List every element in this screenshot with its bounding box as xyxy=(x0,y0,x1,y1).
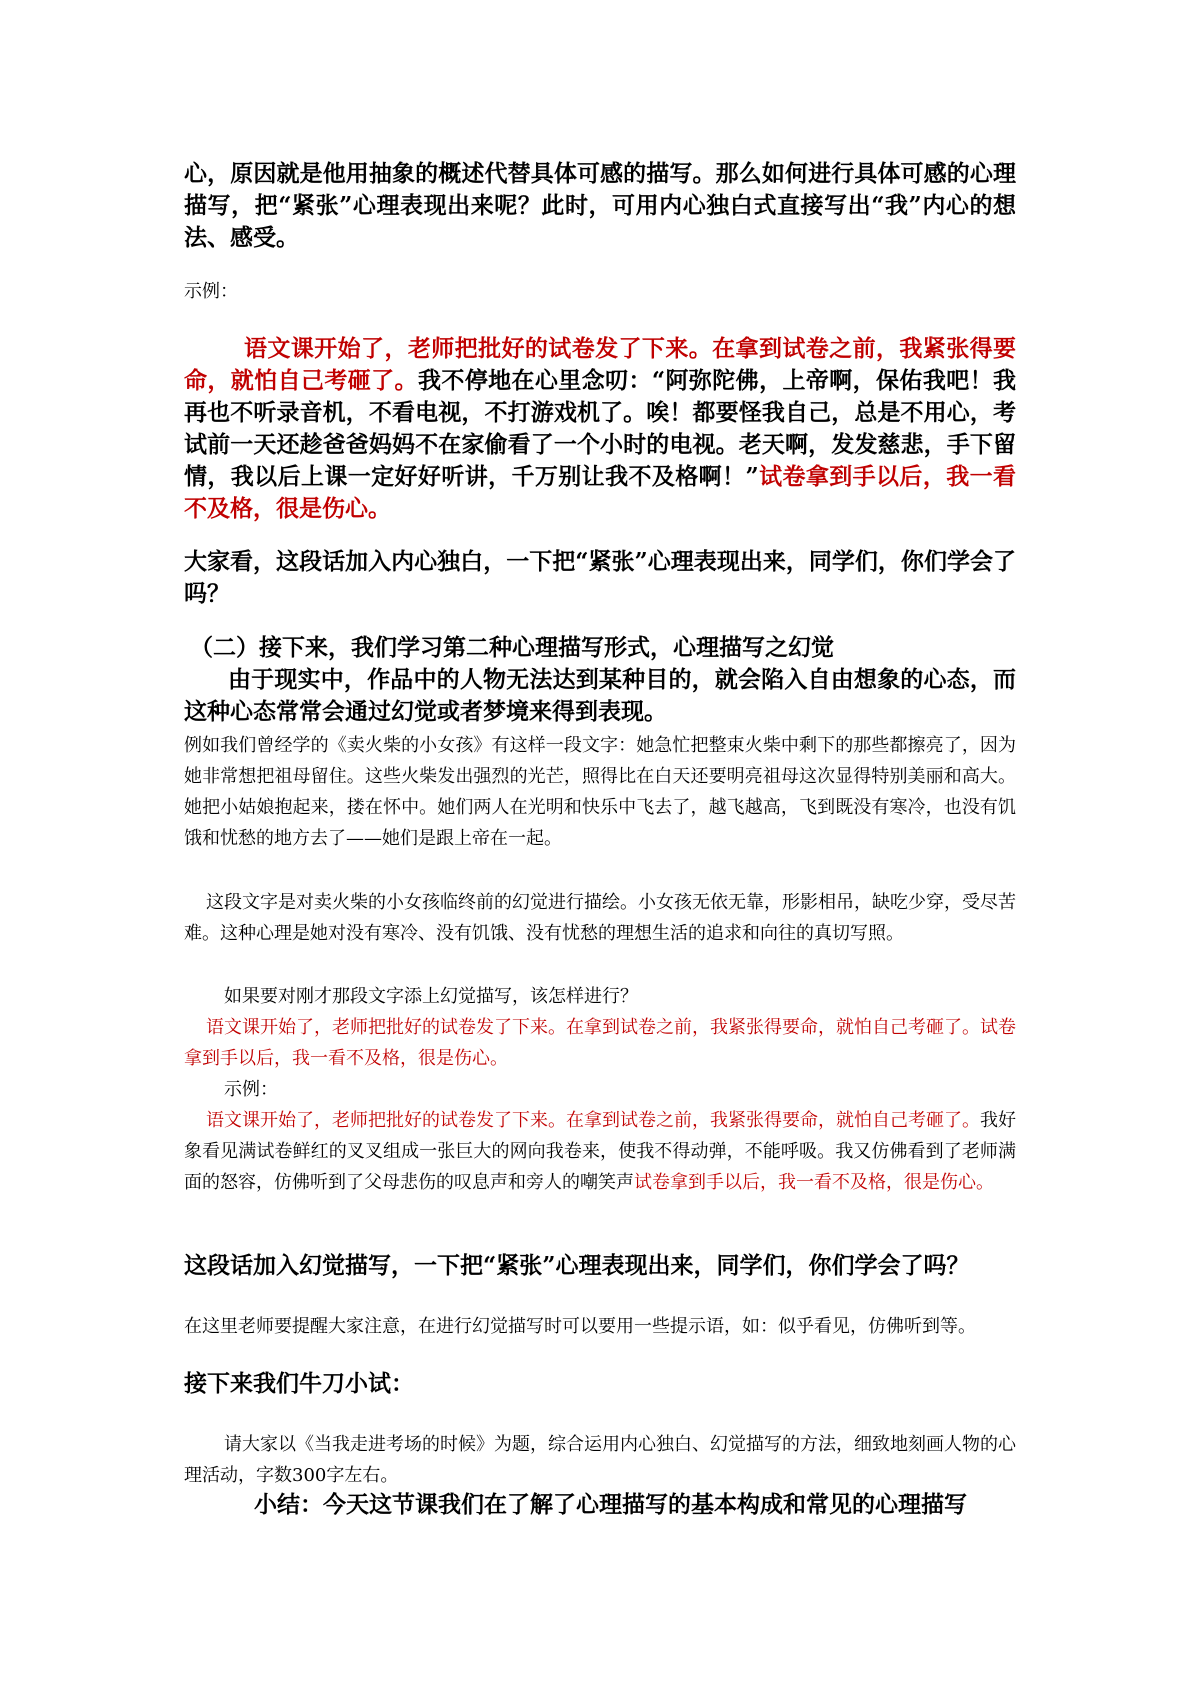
exercise-heading: 接下来我们牛刀小试： xyxy=(184,1370,414,1397)
example-monologue-text: 我不停地在心里念叨：“阿弥陀佛，上帝啊，保佑我吧！我再也不听录音机，不看电视，不打游戏机了。唉！都要怪我自己，总是不用心，考试前一天还趁爸爸妈妈不在家偷看了一个小时的电视。老天啊，发发慈悲，手下留情，我以后上课一定好好听讲，千万别让我不及格啊！” xyxy=(184,367,1016,490)
example2-red-ending: 试卷拿到手以后，我一看不及格，很是伤心。 xyxy=(634,1172,994,1193)
summary-paragraph-1: 大家看，这段话加入内心独白，一下把“紧张”心理表现出来，同学们，你们学会了吗？ xyxy=(184,548,1016,607)
intro-paragraph: 心，原因就是他用抽象的概述代替具体可感的描写。那么如何进行具体可感的心理描写，把“紧张”心理表现出来呢？此时，可用内心独白式直接写出“我”内心的想法、感受。 xyxy=(184,160,1016,251)
summary-paragraph-2: 这段话加入幻觉描写，一下把“紧张”心理表现出来，同学们，你们学会了吗？ xyxy=(184,1252,970,1279)
analysis-paragraph: 这段文字是对卖火柴的小女孩临终前的幻觉进行描绘。小女孩无依无靠，形影相吊，缺吃少穿，受尽苦难。这种心理是她对没有寒冷、没有饥饿、没有忧愁的理想生活的追求和向往的真切写照。 xyxy=(184,892,1016,944)
section-heading: （二）接下来，我们学习第二种心理描写形式，心理描写之幻觉 xyxy=(190,634,834,661)
example-hallucination xyxy=(184,1105,1016,1198)
example-red-ending: 试卷拿到手以后，我一看不及格，很是伤心。 xyxy=(184,463,1016,522)
quoted-example: 例如我们曾经学的《卖火柴的小女孩》有这样一段文字：她急忙把整束火柴中剩下的那些都擦亮了，因为她非常想把祖母留住。这些火柴发出强烈的光芒，照得比在白天还要明亮祖母这次显得特别美丽和高大。她把小姑娘抱起来，搂在怀中。她们两人在光明和快乐中飞去了，越飞越高，飞到既没有寒冷，也没有饥饿和忧愁的地方去了——她们是跟上帝在一起。 xyxy=(184,735,1016,849)
conclusion-paragraph: 小结：今天这节课我们在了解了心理描写的基本构成和常见的心理描写 xyxy=(254,1491,967,1518)
hallucination-intro: 由于现实中，作品中的人物无法达到某种目的，就会陷入自由想象的心态，而这种心态常常会通过幻觉或者梦境来得到表现。 xyxy=(184,666,1016,725)
assignment-paragraph: 请大家以《当我走进考场的时候》为题，综合运用内心独白、幻觉描写的方法，细致地刻画人物的心理活动，字数300字左右。 xyxy=(184,1434,1016,1486)
example-label: 示例： xyxy=(184,281,238,302)
example-label-2: 示例： xyxy=(224,1079,278,1100)
example2-hallucination-text: 我好象看见满试卷鲜红的叉叉组成一张巨大的网向我卷来，使我不得动弹，不能呼吸。我又仿佛看到了老师满面的怒容，仿佛听到了父母悲伤的叹息声和旁人的嘲笑声 xyxy=(184,1110,1016,1193)
example-inner-monologue xyxy=(184,333,1016,525)
question-paragraph: 如果要对刚才那段文字添上幻觉描写，该怎样进行？ xyxy=(224,986,638,1007)
exercise-text: 语文课开始了，老师把批好的试卷发了下来。在拿到试卷之前，我紧张得要命，就怕自己考砸了。试卷拿到手以后，我一看不及格，很是伤心。 xyxy=(184,1017,1016,1069)
reminder-paragraph: 在这里老师要提醒大家注意，在进行幻觉描写时可以要用一些提示语，如：似乎看见，仿佛听到等。 xyxy=(184,1316,976,1337)
example2-red-opening: 语文课开始了，老师把批好的试卷发了下来。在拿到试卷之前，我紧张得要命，就怕自己考砸了。 xyxy=(206,1110,980,1131)
example-red-opening: 语文课开始了，老师把批好的试卷发了下来。在拿到试卷之前，我紧张得要命，就怕自己考砸了。 xyxy=(184,335,1016,394)
